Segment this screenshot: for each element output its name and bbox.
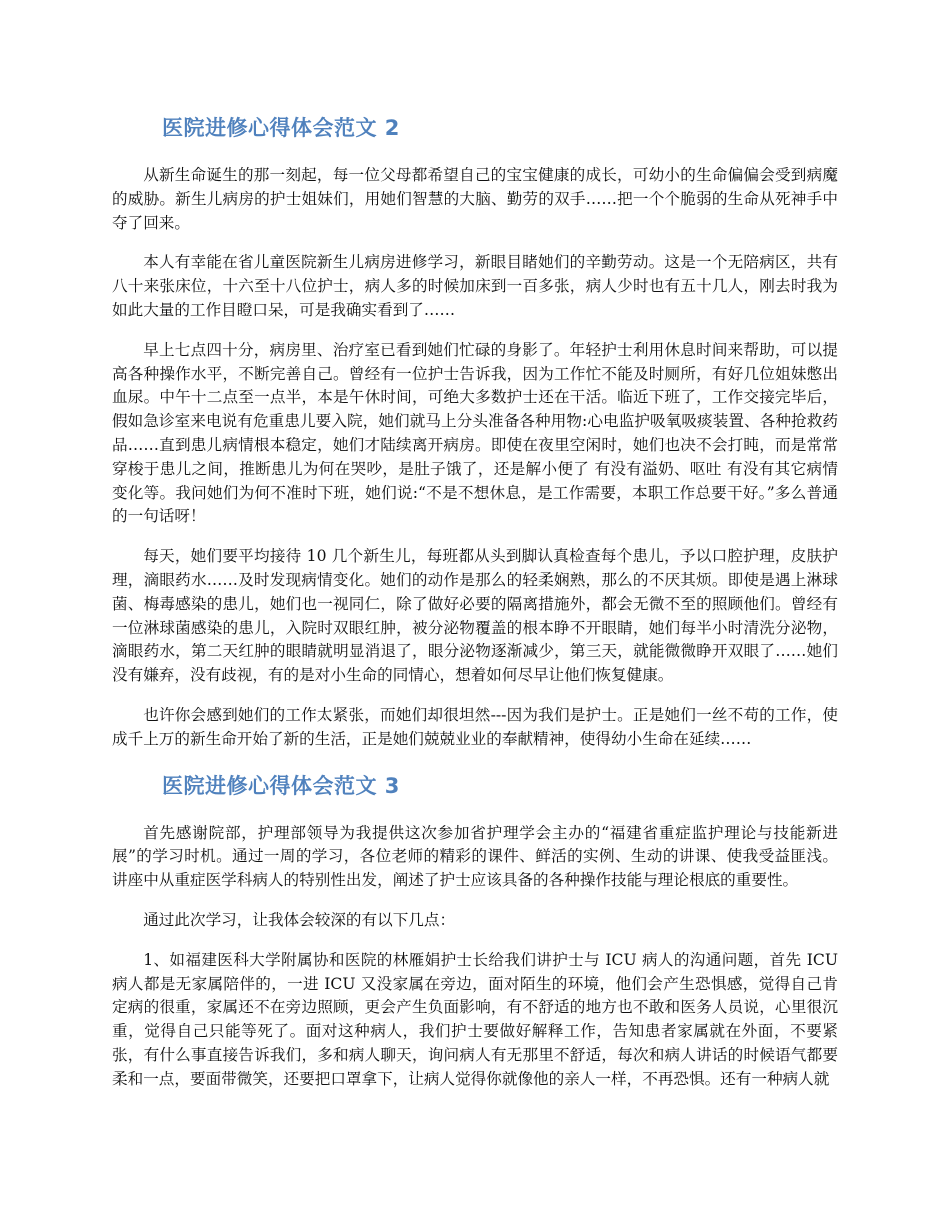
section-2-paragraph-2: 本人有幸能在省儿童医院新生儿病房进修学习，新眼目睹她们的辛勤劳动。这是一个无陪病区，共有八十来张床位，十六至十八位护士，病人多的时候加床到一百多张，病人少时也有五十几人，刚去时我为如此大量的工作目瞪口呆，可是我确实看到了…… — [112, 253, 838, 319]
section-2-title: 医院进修心得体会范文 2 — [162, 116, 400, 140]
section-3-title: 医院进修心得体会范文 3 — [162, 773, 400, 798]
section-2-paragraph-3: 早上七点四十分，病房里、治疗室已看到她们忙碌的身影了。年轻护士利用休息时间来帮助，可以提高各种操作水平，不断完善自己。曾经有一位护士告诉我，因为工作忙不能及时厕所，有好几位姐妹憋出血尿。中午十二点至一点半，本是午休时间，可绝大多数护士还在干活。临近下班了，工作交接完毕后，假如急诊室来电说有危重患儿要入院，她们就马上分头准备各种用物:心电监护吸氧吸痰装置、各种抢救药品……直到患儿病情根本稳定，她们才陆续离开病房。即使在夜里空闲时，她们也决不会打盹，而是常常穿梭于患儿之间，推断患儿为何在哭吵，是肚子饿了，还是解小便了 有没有溢奶、呕吐 有没有其它病情变化等。我问她们为何不准时下班，她们说:“不是不想休息，是工作需要，本职工作总要干好。”多么普通的一句话呀！ — [112, 340, 838, 526]
section-3-paragraph-3: 1、如福建医科大学附属协和医院的林雁娟护士长给我们讲护士与 ICU 病人的沟通问题，首先 ICU 病人都是无家属陪伴的，一进 ICU 又没家属在旁边，面对陌生的环境，他们会产生恐惧感，觉得自己肯定病的很重，家属还不在旁边照顾，更会产生负面影响，有不舒适的地方也不敢和医务人员说，心里很沉重，觉得自己只能等死了。面对这种病人，我们护士要做好解释工作，告知患者家属就在外面，不要紧张，有什么事直接告诉我们，多和病人聊天，询问病人有无那里不舒适，每次和病人讲话的时候语气都要柔和一点，要面带微笑，还要把口罩拿下，让病人觉得你就像他的亲人一样，不再恐惧。还有一种病人就 — [112, 950, 838, 1088]
section-2-paragraph-1: 从新生命诞生的那一刻起，每一位父母都希望自己的宝宝健康的成长，可幼小的生命偏偏会受到病魔的威胁。新生儿病房的护士姐妹们，用她们智慧的大脑、勤劳的双手……把一个个脆弱的生命从死神手中夺了回来。 — [112, 166, 838, 232]
section-2-paragraph-4: 每天，她们要平均接待 10 几个新生儿，每班都从头到脚认真检查每个患儿，予以口腔护理，皮肤护理，滴眼药水……及时发现病情变化。她们的动作是那么的轻柔娴熟，那么的不厌其烦。即使是遇上淋球菌、梅毒感染的患儿，她们也一视同仁，除了做好必要的隔离措施外，都会无微不至的照顾他们。曾经有一位淋球菌感染的患儿，入院时双眼红肿，被分泌物覆盖的根本睁不开眼睛，她们每半小时清洗分泌物，滴眼药水，第二天红肿的眼睛就明显消退了，眼分泌物逐渐减少，第三天，就能微微睁开双眼了……她们没有嫌弃，没有歧视，有的是对小生命的同情心，想着如何尽早让他们恢复健康。 — [112, 547, 838, 685]
section-3-paragraph-1: 首先感谢院部，护理部领导为我提供这次参加省护理学会主办的“福建省重症监护理论与技能新进展”的学习时机。通过一周的学习，各位老师的精彩的课件、鲜活的实例、生动的讲课、使我受益匪浅。 讲座中从重症医学科病人的特别性出发，阐述了护士应该具备的各种操作技能与理论根底的重要性。 — [112, 823, 838, 890]
section-2-paragraph-5: 也许你会感到她们的工作太紧张，而她们却很坦然---因为我们是护士。正是她们一丝不苟的工作，使成千上万的新生命开始了新的生活，正是她们兢兢业业的奉献精神，使得幼小生命在延续…… — [112, 705, 838, 748]
section-3-paragraph-2: 通过此次学习，让我体会较深的有以下几点： — [143, 910, 456, 929]
